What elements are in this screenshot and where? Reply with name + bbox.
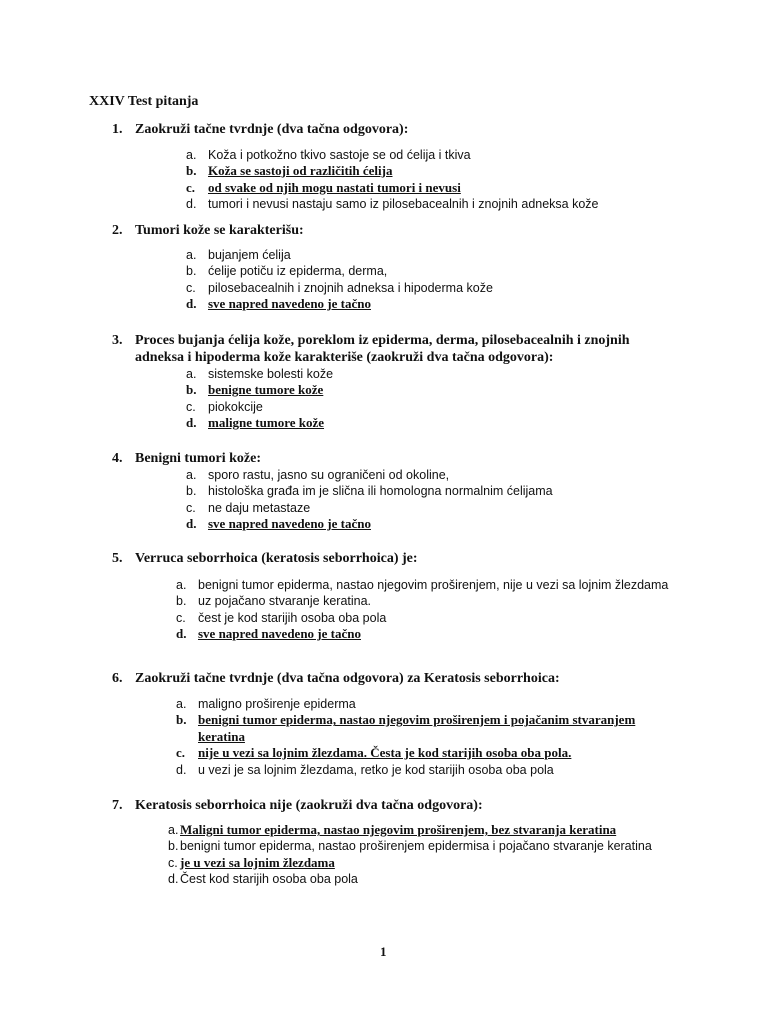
question-1: [112, 121, 672, 138]
answer-text: sve napred navedeno je tačno: [198, 626, 361, 642]
answer-letter: d.: [186, 516, 197, 532]
question-number: 2.: [112, 223, 123, 238]
question-number: 6.: [112, 671, 123, 686]
answer-letter: b.: [176, 594, 187, 609]
answer-letter: c.: [186, 399, 196, 414]
answer-text: benigni tumor epiderma, nastao njegovim proširenjem i pojačanim stvaranjem keratina: [198, 712, 636, 744]
answer-item: [176, 696, 668, 712]
answer-letter: d.: [176, 626, 187, 642]
question-2: [112, 222, 672, 239]
answer-letter: a.: [186, 367, 197, 381]
answer-letter: b.: [186, 163, 197, 179]
answer-letter: b.: [176, 712, 187, 728]
answer-text: pilosebacealnih i znojnih adneksa i hipoderma kože: [208, 280, 493, 295]
answer-letter: a.: [186, 468, 197, 482]
question-number: 3.: [112, 333, 123, 348]
answer-letter: c.: [176, 745, 186, 761]
question-4: [112, 450, 672, 467]
answer-letter: c.: [186, 179, 196, 195]
answer-letter: b.: [186, 484, 197, 499]
question-5: [112, 550, 672, 567]
question-number: 4.: [112, 451, 123, 466]
answer-text: je u vezi sa lojnim žlezdama: [180, 854, 335, 870]
answer-letter: d.: [186, 197, 197, 212]
answer-letter: d.: [186, 415, 197, 431]
answer-text: tumori i nevusi nastaju samo iz pilosebacealnih i znojnih adneksa kože: [208, 197, 599, 212]
answer-letter: b.: [186, 382, 197, 398]
answer-letter: c.: [176, 610, 186, 625]
question-text: Benigni tumori kože:: [135, 451, 261, 466]
answer-item-correct: [176, 745, 668, 761]
answer-letter: a.: [168, 823, 179, 837]
answer-letter: c.: [186, 500, 196, 515]
answer-text: Koža i potkožno tkivo sastoje se od ćelija i tkiva: [208, 148, 471, 162]
answer-text: od svake od njih mogu nastati tumori i nevusi: [208, 179, 461, 195]
answer-text: histološka građa im je slična ili homologna normalnim ćelijama: [208, 484, 553, 499]
answer-text: Maligni tumor epiderma, nastao njegovim proširenjem, bez stvaranja keratina: [180, 822, 617, 837]
answer-text: nije u vezi sa lojnim žlezdama. Česta je kod starijih osoba oba pola.: [198, 745, 572, 761]
answer-text: Čest kod starijih osoba oba pola: [180, 872, 358, 887]
answer-list-6: [176, 696, 668, 778]
page-number: 1: [380, 944, 387, 959]
question-text: Verruca seborrhoica (keratosis seborrhoica) je:: [135, 551, 418, 566]
answer-text: sve napred navedeno je tačno: [208, 296, 371, 312]
answer-text: Koža se sastoji od različitih ćelija: [208, 163, 393, 179]
answer-text: ćelije potiču iz epiderma, derma,: [208, 264, 388, 279]
answer-text: ne daju metastaze: [208, 500, 311, 515]
answer-text: maligne tumore kože: [208, 415, 325, 431]
answer-text: bujanjem ćelija: [208, 248, 291, 262]
answer-item: [176, 762, 668, 778]
answer-letter: c.: [168, 855, 178, 870]
answer-letter: a.: [186, 248, 197, 262]
question-text: Keratosis seborrhoica nije (zaokruži dva tačna odgovora):: [135, 798, 483, 813]
answer-text: benigne tumore kože: [208, 382, 324, 398]
answer-letter: c.: [186, 280, 196, 295]
answer-letter: a.: [176, 697, 187, 711]
answer-text: sistemske bolesti kože: [208, 367, 334, 381]
question-text: Zaokruži tačne tvrdnje (dva tačna odgovora):: [135, 122, 409, 137]
answer-text: uz pojačano stvaranje keratina.: [198, 594, 372, 609]
answer-text: sporo rastu, jasno su ograničeni od okoline,: [208, 468, 450, 482]
answer-text: maligno proširenje epiderma: [198, 697, 356, 711]
page-title: XXIV Test pitanja: [89, 94, 199, 109]
question-7: [112, 797, 672, 814]
answer-text: benigni tumor epiderma, nastao proširenjem epidermisa i pojačano stvaranje keratina: [180, 839, 652, 854]
answer-text: benigni tumor epiderma, nastao njegovim proširenjem, nije u vezi sa lojnim žlezdama: [198, 578, 669, 592]
question-number: 7.: [112, 798, 123, 813]
answer-item-correct: [176, 712, 668, 745]
answer-letter: b.: [186, 264, 197, 279]
question-3: [112, 332, 672, 366]
answer-text: čest je kod starijih osoba oba pola: [198, 610, 387, 625]
answer-letter: a.: [176, 578, 187, 592]
question-text: Zaokruži tačne tvrdnje (dva tačna odgovora) za Keratosis seborrhoica:: [135, 671, 560, 686]
answer-text: u vezi je sa lojnim žlezdama, retko je kod starijih osoba oba pola: [198, 762, 554, 777]
question-text: Tumori kože se karakterišu:: [135, 223, 304, 238]
question-6: [112, 670, 672, 687]
question-text: Proces bujanja ćelija kože, poreklom iz epiderma, derma, pilosebacealnih i znojnih adneksa i hipoderma kože karakteriše (zaokruži dva tačna odgovora):: [135, 333, 630, 365]
answer-text: piokokcije: [208, 399, 263, 414]
answer-letter: b.: [168, 839, 179, 854]
question-number: 1.: [112, 122, 123, 137]
answer-letter: d.: [186, 296, 197, 312]
answer-text: sve napred navedeno je tačno: [208, 516, 371, 532]
question-number: 5.: [112, 551, 123, 566]
answer-letter: d.: [168, 872, 179, 887]
answer-letter: a.: [186, 148, 197, 162]
answer-letter: d.: [176, 762, 187, 777]
